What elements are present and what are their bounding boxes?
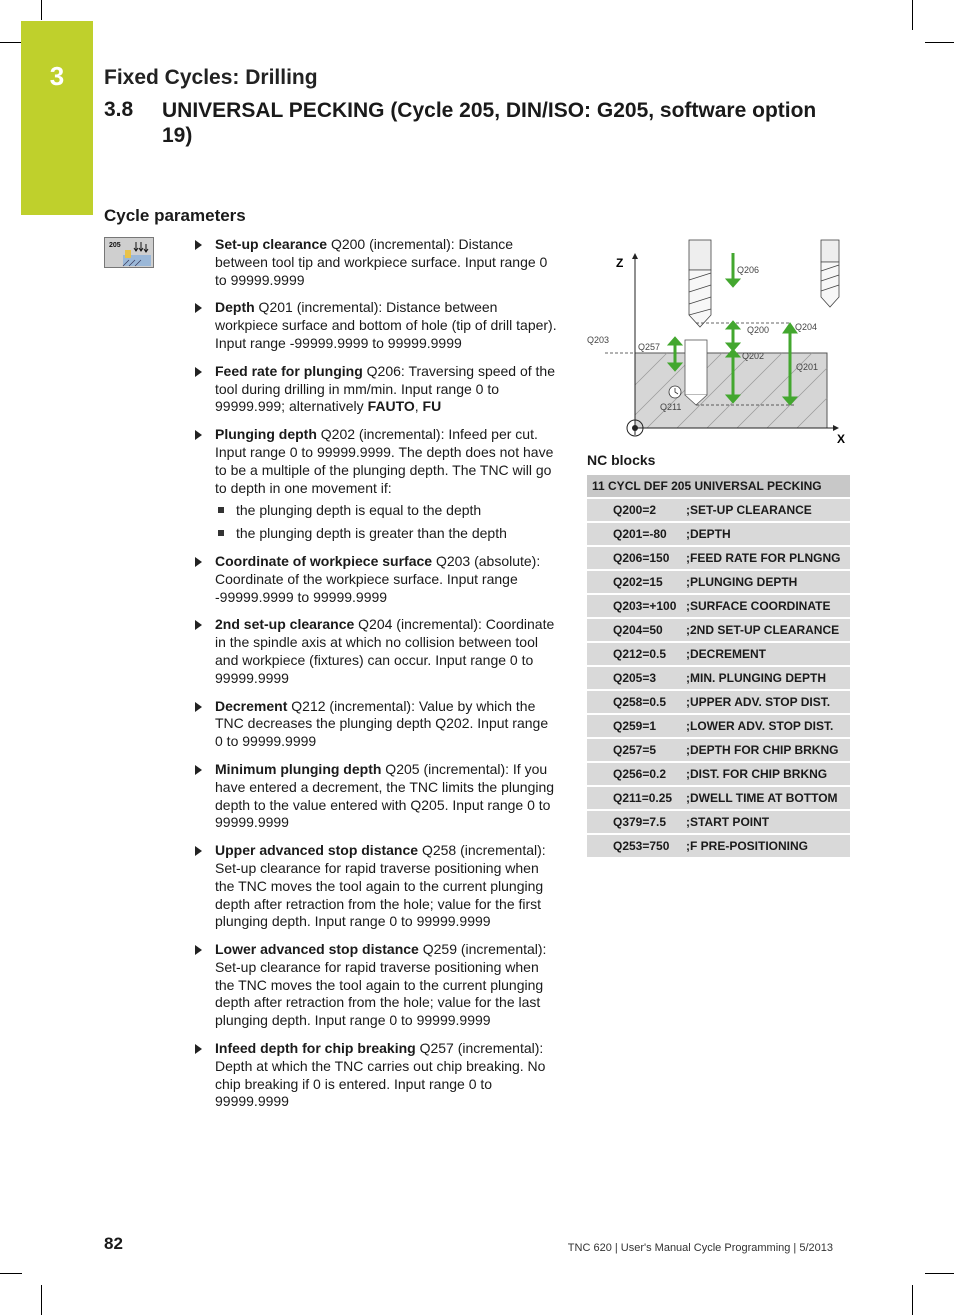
nc-comment: ;FEED RATE FOR PLNGNG [686,551,841,565]
parameter-option: FU [422,398,442,415]
nc-code: Q202=15 [613,575,663,589]
crop-mark [41,0,42,20]
bullet-arrow-icon [195,557,202,567]
nc-code: Q257=5 [613,743,657,757]
cycle-parameters-heading: Cycle parameters [104,206,246,225]
parameter-item [193,426,558,543]
nc-code: Q204=50 [613,623,663,637]
nc-comment: ;START POINT [686,815,770,829]
crop-mark [0,42,22,43]
parameter-item [193,761,558,832]
sublist-text: the plunging depth is greater than the depth [236,525,507,542]
cycle-parameter-list [193,236,558,1121]
z-axis-label: Z [616,256,624,270]
section-title: UNIVERSAL PECKING (Cycle 205, DIN/ISO: G205, software option 19) [162,99,817,147]
nc-comment: ;SET-UP CLEARANCE [686,503,812,517]
label-q204: Q204 [795,322,818,332]
nc-comment: ;MIN. PLUNGING DEPTH [686,671,826,685]
crop-mark [912,1285,913,1315]
parameter-name: Lower advanced stop distance [215,941,419,958]
parameter-item [193,299,558,352]
parameter-description: Q200 (incremental): Distance between tool tip and workpiece surface. Input range 0 to 99999.9999 [215,236,548,288]
square-bullet-icon [218,507,224,513]
parameter-description: Q212 (incremental): Value by which the TNC decreases the plunging depth Q202. Input range 0 to 99999.9999 [215,697,549,750]
parameter-separator: , [414,398,423,415]
crop-mark [925,42,954,43]
nc-code: Q205=3 [613,671,657,685]
nc-code: Q379=7.5 [613,815,667,829]
parameter-name: Infeed depth for chip breaking [215,1040,416,1057]
label-q202: Q202 [742,351,765,361]
nc-code: Q256=0.2 [613,767,667,781]
label-q200: Q200 [747,325,770,335]
nc-comment: ;2ND SET-UP CLEARANCE [686,623,840,637]
nc-comment: ;DWELL TIME AT BOTTOM [686,791,838,805]
nc-row [587,547,850,569]
nc-header-row: 11 CYCL DEF 205 UNIVERSAL PECKING [587,475,850,497]
parameter-name: Coordinate of workpiece surface [215,552,433,569]
nc-comment: ;F PRE-POSITIONING [686,839,809,853]
drilled-hole [685,340,707,395]
parameter-description: Q259 (incremental): Set-up clearance for rapid traverse positioning when the TNC moves the tool again to the current plunging depth after retraction from the hole; value for the last plunging depth. Input range 0 to 99999.9999 [215,941,547,1029]
parameter-name: Depth [215,299,255,316]
drill-tool-right [821,240,839,307]
nc-row [587,595,850,617]
parameter-item [193,698,558,751]
section-number: 3.8 [104,98,134,121]
nc-row [587,835,850,857]
nc-comment: ;DECREMENT [686,647,766,661]
nc-code: Q253=750 [613,839,670,853]
nc-row [587,811,850,833]
nc-comment: ;LOWER ADV. STOP DIST. [686,719,834,733]
nc-code: Q258=0.5 [613,695,667,709]
nc-code: Q206=150 [613,551,670,565]
nc-row [587,523,850,545]
chapter-number: 3 [49,61,65,91]
chapter-title: Fixed Cycles: Drilling [104,66,318,89]
softkey-label: 205 [109,242,121,249]
nc-row [587,787,850,809]
parameter-name: Feed rate for plunging [215,362,363,379]
bullet-arrow-icon [195,620,202,630]
nc-row [587,571,850,593]
parameter-name: Decrement [215,697,288,714]
nc-code: Q212=0.5 [613,647,667,661]
sublist-item [215,502,558,520]
nc-code: Q200=2 [613,503,657,517]
parameter-item [193,363,558,416]
nc-row [587,499,850,521]
parameter-item [193,616,558,687]
parameter-description: Q257 (incremental): Depth at which the TNC carries out chip breaking. No chip breaking if 0 is entered. Input range 0 to 99999.9999 [215,1040,546,1110]
nc-code: Q203=+100 [613,599,677,613]
nc-row [587,643,850,665]
parameter-description: Q205 (incremental): If you have entered a decrement, the TNC limits the plunging depth to the value entered with Q205. Input range 0 to 99999.9999 [215,760,555,831]
parameter-name: Set-up clearance [215,236,328,252]
nc-comment: ;SURFACE COORDINATE [686,599,831,613]
parameter-item [193,1040,558,1111]
nc-blocks-table [587,475,850,859]
nc-blocks-heading: NC blocks [587,452,656,468]
nc-row [587,691,850,713]
crop-mark [912,0,913,30]
parameter-option: FAUTO [367,398,415,415]
page-number: 82 [104,1234,123,1253]
parameter-name: 2nd set-up clearance [215,616,355,633]
nc-comment: ;DEPTH [686,527,731,541]
bullet-arrow-icon [195,303,202,313]
bullet-arrow-icon [195,367,202,377]
nc-row [587,667,850,689]
parameter-description: Q258 (incremental): Set-up clearance for rapid traverse positioning when the TNC moves the tool again to the current plunging depth after retraction from the hole; value for the first plunging depth. Input range 0 to 99999.9999 [215,842,546,930]
parameter-sublist [215,502,558,543]
parameter-description: Q206: Traversing speed of the tool during drilling in mm/min. Input range 0 to 99999.999; alternatively [215,362,556,415]
bullet-arrow-icon [195,702,202,712]
nc-comment: ;DIST. FOR CHIP BRKNG [686,767,828,781]
nc-code: Q259=1 [613,719,657,733]
nc-row [587,715,850,737]
cycle-205-diagram [585,235,850,450]
parameter-description: Q204 (incremental): Coordinate in the spindle axis at which no collision between tool and workpiece (fixtures) can occur. Input range 0 to 99999.9999 [215,616,555,686]
drill-tool-upper [689,240,711,327]
pecking-cycle-softkey-icon [104,237,154,268]
bullet-arrow-icon [195,945,202,955]
parameter-description: Q202 (incremental): Infeed per cut. Input range 0 to 99999.9999. The depth does not have to be a multiple of the plunging depth. The TNC will go to depth in one movement if: [215,426,554,496]
nc-row [587,763,850,785]
bullet-arrow-icon [195,846,202,856]
parameter-name: Plunging depth [215,426,317,443]
nc-row [587,739,850,761]
square-bullet-icon [218,530,224,536]
nc-row [587,619,850,641]
label-q203: Q203 [587,335,610,345]
parameter-item [193,236,558,289]
x-axis-label: X [837,432,846,446]
nc-comment: ;PLUNGING DEPTH [686,575,798,589]
footer-text: TNC 620 | User's Manual Cycle Programming | 5/2013 [567,1242,833,1254]
label-q206: Q206 [737,265,760,275]
label-q201: Q201 [796,362,819,372]
label-q211: Q211 [660,402,682,412]
bullet-arrow-icon [195,765,202,775]
crop-mark [41,1285,42,1315]
nc-comment: ;UPPER ADV. STOP DIST. [686,695,831,709]
bullet-arrow-icon [195,240,202,250]
bullet-arrow-icon [195,430,202,440]
sublist-item [215,525,558,543]
parameter-item [193,941,558,1030]
crop-mark [0,1273,22,1274]
parameter-name: Upper advanced stop distance [215,842,419,859]
nc-code: Q201=-80 [613,527,667,541]
chapter-tab [21,21,93,215]
crop-mark [925,1273,954,1274]
bullet-arrow-icon [195,1044,202,1054]
parameter-item [193,553,558,606]
label-q257: Q257 [638,342,661,352]
sublist-text: the plunging depth is equal to the depth [236,502,482,519]
nc-comment: ;DEPTH FOR CHIP BRKNG [686,743,839,757]
parameter-name: Minimum plunging depth [215,760,382,777]
nc-code: Q211=0.25 [613,791,673,805]
parameter-item [193,842,558,931]
parameter-description: Q203 (absolute): Coordinate of the workpiece surface. Input range -99999.9999 to 99999.9999 [215,552,541,605]
parameter-description: Q201 (incremental): Distance between workpiece surface and bottom of hole (tip of drill taper). Input range -99999.9999 to 99999.9999 [215,299,557,351]
